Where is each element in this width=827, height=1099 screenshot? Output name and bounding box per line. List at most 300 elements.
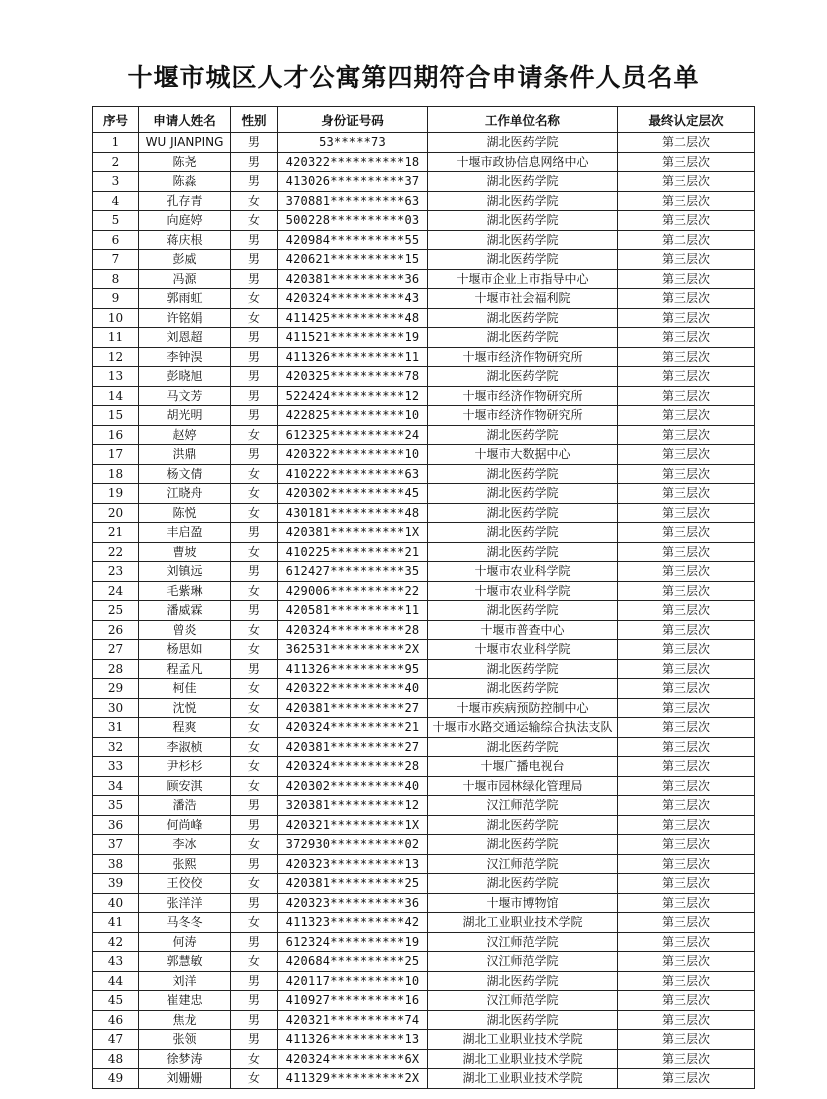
cell-level: 第三层次: [618, 269, 755, 289]
cell-level: 第三层次: [618, 581, 755, 601]
header-index: 序号: [93, 107, 139, 133]
cell-gender: 男: [231, 893, 278, 913]
cell-gender: 男: [231, 562, 278, 582]
cell-index: 14: [93, 386, 139, 406]
cell-name: WU JIANPING: [139, 133, 231, 153]
cell-index: 21: [93, 523, 139, 543]
header-name: 申请人姓名: [139, 107, 231, 133]
cell-level: 第三层次: [618, 854, 755, 874]
table-row: [93, 913, 755, 933]
cell-gender: 男: [231, 347, 278, 367]
cell-level: 第三层次: [618, 406, 755, 426]
cell-id-number: 410222**********63: [278, 464, 428, 484]
header-employer: 工作单位名称: [428, 107, 618, 133]
cell-index: 12: [93, 347, 139, 367]
cell-gender: 女: [231, 1069, 278, 1089]
table-row: [93, 620, 755, 640]
cell-id-number: 411323**********42: [278, 913, 428, 933]
cell-id-number: 612427**********35: [278, 562, 428, 582]
cell-level: 第三层次: [618, 718, 755, 738]
cell-employer: 十堰市经济作物研究所: [428, 386, 618, 406]
cell-gender: 女: [231, 640, 278, 660]
cell-level: 第三层次: [618, 172, 755, 192]
cell-level: 第三层次: [618, 913, 755, 933]
cell-name: 刘姗姗: [139, 1069, 231, 1089]
cell-index: 24: [93, 581, 139, 601]
cell-level: 第三层次: [618, 698, 755, 718]
cell-level: 第三层次: [618, 601, 755, 621]
cell-index: 35: [93, 796, 139, 816]
table-row: [93, 991, 755, 1011]
cell-name: 张领: [139, 1030, 231, 1050]
cell-level: 第三层次: [618, 386, 755, 406]
table-row: [93, 815, 755, 835]
table-row: [93, 581, 755, 601]
table-row: [93, 308, 755, 328]
page-title: 十堰市城区人才公寓第四期符合申请条件人员名单: [127, 63, 700, 92]
cell-level: 第三层次: [618, 484, 755, 504]
cell-employer: 十堰广播电视台: [428, 757, 618, 777]
cell-employer: 十堰市社会福利院: [428, 289, 618, 309]
cell-id-number: 411521**********19: [278, 328, 428, 348]
cell-gender: 女: [231, 425, 278, 445]
cell-level: 第三层次: [618, 152, 755, 172]
cell-name: 马冬冬: [139, 913, 231, 933]
cell-employer: 汉江师范学院: [428, 991, 618, 1011]
cell-name: 潘浩: [139, 796, 231, 816]
cell-index: 16: [93, 425, 139, 445]
table-row: [93, 932, 755, 952]
cell-id-number: 420381**********27: [278, 737, 428, 757]
cell-employer: 十堰市政协信息网络中心: [428, 152, 618, 172]
cell-index: 25: [93, 601, 139, 621]
cell-index: 26: [93, 620, 139, 640]
cell-id-number: 420324**********21: [278, 718, 428, 738]
table-row: [93, 893, 755, 913]
cell-level: 第三层次: [618, 640, 755, 660]
cell-id-number: 420324**********43: [278, 289, 428, 309]
table-row: [93, 503, 755, 523]
cell-index: 17: [93, 445, 139, 465]
cell-employer: 湖北医药学院: [428, 523, 618, 543]
cell-id-number: 420984**********55: [278, 230, 428, 250]
cell-level: 第二层次: [618, 133, 755, 153]
header-id-number: 身份证号码: [278, 107, 428, 133]
cell-id-number: 420324**********28: [278, 757, 428, 777]
cell-name: 曾炎: [139, 620, 231, 640]
cell-name: 陈悦: [139, 503, 231, 523]
cell-id-number: 420381**********1X: [278, 523, 428, 543]
cell-employer: 汉江师范学院: [428, 932, 618, 952]
table-row: [93, 640, 755, 660]
table-row: [93, 133, 755, 153]
table-row: [93, 230, 755, 250]
table-row: [93, 562, 755, 582]
cell-employer: 湖北医药学院: [428, 659, 618, 679]
cell-gender: 男: [231, 269, 278, 289]
cell-employer: 湖北医药学院: [428, 250, 618, 270]
cell-index: 38: [93, 854, 139, 874]
cell-employer: 湖北医药学院: [428, 211, 618, 231]
cell-level: 第三层次: [618, 1010, 755, 1030]
applicant-table: [92, 106, 755, 1089]
cell-employer: 十堰市疾病预防控制中心: [428, 698, 618, 718]
cell-level: 第三层次: [618, 523, 755, 543]
cell-id-number: 420581**********11: [278, 601, 428, 621]
cell-name: 崔建忠: [139, 991, 231, 1011]
cell-id-number: 420324**********28: [278, 620, 428, 640]
cell-name: 何涛: [139, 932, 231, 952]
cell-id-number: 411326**********95: [278, 659, 428, 679]
cell-gender: 男: [231, 854, 278, 874]
cell-gender: 女: [231, 503, 278, 523]
table-row: [93, 386, 755, 406]
cell-name: 刘镇远: [139, 562, 231, 582]
cell-level: 第三层次: [618, 776, 755, 796]
cell-gender: 男: [231, 152, 278, 172]
cell-name: 向庭婷: [139, 211, 231, 231]
cell-gender: 男: [231, 991, 278, 1011]
cell-employer: 十堰市经济作物研究所: [428, 406, 618, 426]
cell-id-number: 420321**********1X: [278, 815, 428, 835]
cell-gender: 女: [231, 484, 278, 504]
cell-id-number: 420381**********36: [278, 269, 428, 289]
cell-index: 19: [93, 484, 139, 504]
cell-employer: 湖北医药学院: [428, 601, 618, 621]
cell-employer: 湖北医药学院: [428, 464, 618, 484]
cell-id-number: 420302**********45: [278, 484, 428, 504]
cell-id-number: 500228**********03: [278, 211, 428, 231]
cell-level: 第三层次: [618, 425, 755, 445]
cell-level: 第三层次: [618, 1049, 755, 1069]
cell-gender: 女: [231, 835, 278, 855]
cell-name: 蒋庆根: [139, 230, 231, 250]
cell-id-number: 612324**********19: [278, 932, 428, 952]
cell-level: 第三层次: [618, 211, 755, 231]
table-row: [93, 211, 755, 231]
cell-level: 第三层次: [618, 737, 755, 757]
cell-id-number: 420321**********74: [278, 1010, 428, 1030]
cell-gender: 女: [231, 679, 278, 699]
cell-gender: 男: [231, 815, 278, 835]
cell-name: 彭威: [139, 250, 231, 270]
cell-gender: 男: [231, 523, 278, 543]
cell-id-number: 612325**********24: [278, 425, 428, 445]
cell-gender: 男: [231, 1030, 278, 1050]
cell-employer: 十堰市企业上市指导中心: [428, 269, 618, 289]
cell-index: 18: [93, 464, 139, 484]
cell-name: 刘洋: [139, 971, 231, 991]
cell-id-number: 429006**********22: [278, 581, 428, 601]
cell-index: 13: [93, 367, 139, 387]
cell-gender: 男: [231, 328, 278, 348]
cell-name: 刘恩超: [139, 328, 231, 348]
cell-employer: 十堰市经济作物研究所: [428, 347, 618, 367]
cell-index: 40: [93, 893, 139, 913]
header-gender: 性别: [231, 107, 278, 133]
cell-gender: 男: [231, 659, 278, 679]
cell-gender: 男: [231, 1010, 278, 1030]
cell-level: 第三层次: [618, 367, 755, 387]
cell-gender: 女: [231, 308, 278, 328]
cell-name: 李钟淏: [139, 347, 231, 367]
cell-index: 28: [93, 659, 139, 679]
table-row: [93, 406, 755, 426]
cell-id-number: 420381**********27: [278, 698, 428, 718]
cell-id-number: 420302**********40: [278, 776, 428, 796]
cell-name: 李冰: [139, 835, 231, 855]
cell-employer: 湖北医药学院: [428, 191, 618, 211]
cell-gender: 男: [231, 932, 278, 952]
cell-id-number: 420322**********10: [278, 445, 428, 465]
cell-gender: 男: [231, 386, 278, 406]
cell-gender: 女: [231, 757, 278, 777]
cell-name: 江晓舟: [139, 484, 231, 504]
cell-name: 张洋洋: [139, 893, 231, 913]
cell-index: 6: [93, 230, 139, 250]
cell-employer: 湖北医药学院: [428, 230, 618, 250]
cell-level: 第三层次: [618, 1069, 755, 1089]
cell-gender: 男: [231, 796, 278, 816]
cell-gender: 女: [231, 191, 278, 211]
cell-name: 陈淼: [139, 172, 231, 192]
table-header-row: [93, 107, 755, 133]
cell-name: 程孟凡: [139, 659, 231, 679]
table-row: [93, 854, 755, 874]
cell-employer: 湖北医药学院: [428, 835, 618, 855]
cell-gender: 男: [231, 133, 278, 153]
cell-name: 彭晓旭: [139, 367, 231, 387]
cell-level: 第三层次: [618, 503, 755, 523]
cell-index: 10: [93, 308, 139, 328]
cell-name: 马文芳: [139, 386, 231, 406]
cell-gender: 女: [231, 776, 278, 796]
cell-employer: 十堰市农业科学院: [428, 581, 618, 601]
cell-level: 第二层次: [618, 230, 755, 250]
cell-index: 29: [93, 679, 139, 699]
cell-id-number: 53*****73: [278, 133, 428, 153]
cell-level: 第三层次: [618, 815, 755, 835]
table-row: [93, 367, 755, 387]
cell-level: 第三层次: [618, 1030, 755, 1050]
cell-index: 32: [93, 737, 139, 757]
cell-employer: 湖北工业职业技术学院: [428, 913, 618, 933]
cell-name: 曹坡: [139, 542, 231, 562]
table-row: [93, 523, 755, 543]
cell-employer: 湖北工业职业技术学院: [428, 1049, 618, 1069]
cell-index: 8: [93, 269, 139, 289]
cell-index: 20: [93, 503, 139, 523]
cell-gender: 女: [231, 620, 278, 640]
cell-gender: 女: [231, 874, 278, 894]
cell-employer: 湖北医药学院: [428, 308, 618, 328]
table-row: [93, 835, 755, 855]
cell-employer: 湖北医药学院: [428, 133, 618, 153]
cell-employer: 汉江师范学院: [428, 796, 618, 816]
cell-index: 2: [93, 152, 139, 172]
cell-name: 许铭娟: [139, 308, 231, 328]
cell-level: 第三层次: [618, 562, 755, 582]
cell-employer: 十堰市水路交通运输综合执法支队: [428, 718, 618, 738]
cell-name: 何尚峰: [139, 815, 231, 835]
cell-employer: 十堰市普查中心: [428, 620, 618, 640]
cell-gender: 女: [231, 952, 278, 972]
table-row: [93, 250, 755, 270]
cell-employer: 湖北医药学院: [428, 172, 618, 192]
cell-gender: 女: [231, 737, 278, 757]
cell-index: 44: [93, 971, 139, 991]
table-row: [93, 328, 755, 348]
cell-name: 焦龙: [139, 1010, 231, 1030]
cell-gender: 男: [231, 250, 278, 270]
cell-name: 郭雨虹: [139, 289, 231, 309]
cell-index: 15: [93, 406, 139, 426]
cell-id-number: 422825**********10: [278, 406, 428, 426]
cell-gender: 女: [231, 718, 278, 738]
cell-employer: 湖北医药学院: [428, 425, 618, 445]
cell-level: 第三层次: [618, 835, 755, 855]
table-row: [93, 718, 755, 738]
cell-index: 36: [93, 815, 139, 835]
cell-gender: 男: [231, 601, 278, 621]
cell-name: 胡光明: [139, 406, 231, 426]
cell-employer: 湖北工业职业技术学院: [428, 1069, 618, 1089]
cell-index: 3: [93, 172, 139, 192]
cell-gender: 女: [231, 913, 278, 933]
table-row: [93, 191, 755, 211]
cell-level: 第三层次: [618, 250, 755, 270]
cell-id-number: 411329**********2X: [278, 1069, 428, 1089]
cell-level: 第三层次: [618, 679, 755, 699]
cell-employer: 湖北医药学院: [428, 542, 618, 562]
cell-employer: 汉江师范学院: [428, 854, 618, 874]
cell-employer: 湖北医药学院: [428, 815, 618, 835]
cell-index: 22: [93, 542, 139, 562]
cell-level: 第三层次: [618, 191, 755, 211]
cell-name: 毛紫琳: [139, 581, 231, 601]
cell-name: 杨文倩: [139, 464, 231, 484]
cell-index: 41: [93, 913, 139, 933]
cell-index: 47: [93, 1030, 139, 1050]
cell-index: 5: [93, 211, 139, 231]
cell-id-number: 420323**********13: [278, 854, 428, 874]
table-row: [93, 874, 755, 894]
cell-id-number: 320381**********12: [278, 796, 428, 816]
cell-name: 柯佳: [139, 679, 231, 699]
cell-level: 第三层次: [618, 328, 755, 348]
table-row: [93, 757, 755, 777]
table-row: [93, 796, 755, 816]
cell-employer: 十堰市农业科学院: [428, 640, 618, 660]
cell-level: 第三层次: [618, 971, 755, 991]
cell-name: 王佼佼: [139, 874, 231, 894]
cell-name: 张熙: [139, 854, 231, 874]
table-body: [93, 133, 755, 1089]
table-row: [93, 289, 755, 309]
cell-id-number: 370881**********63: [278, 191, 428, 211]
cell-name: 李淑桢: [139, 737, 231, 757]
cell-gender: 男: [231, 230, 278, 250]
cell-gender: 女: [231, 581, 278, 601]
cell-index: 7: [93, 250, 139, 270]
cell-index: 27: [93, 640, 139, 660]
cell-id-number: 362531**********2X: [278, 640, 428, 660]
cell-employer: 十堰市博物馆: [428, 893, 618, 913]
table-row: [93, 347, 755, 367]
cell-id-number: 420621**********15: [278, 250, 428, 270]
header-level: 最终认定层次: [618, 107, 755, 133]
cell-gender: 女: [231, 211, 278, 231]
cell-index: 9: [93, 289, 139, 309]
cell-name: 洪鼎: [139, 445, 231, 465]
cell-employer: 湖北医药学院: [428, 484, 618, 504]
cell-index: 4: [93, 191, 139, 211]
cell-level: 第三层次: [618, 289, 755, 309]
cell-employer: 湖北工业职业技术学院: [428, 1030, 618, 1050]
table-row: [93, 152, 755, 172]
cell-gender: 女: [231, 1049, 278, 1069]
cell-employer: 湖北医药学院: [428, 1010, 618, 1030]
cell-id-number: 430181**********48: [278, 503, 428, 523]
cell-level: 第三层次: [618, 542, 755, 562]
cell-level: 第三层次: [618, 893, 755, 913]
table-row: [93, 542, 755, 562]
cell-level: 第三层次: [618, 991, 755, 1011]
table-row: [93, 1049, 755, 1069]
cell-gender: 男: [231, 445, 278, 465]
cell-name: 程爽: [139, 718, 231, 738]
cell-name: 沈悦: [139, 698, 231, 718]
cell-index: 45: [93, 991, 139, 1011]
cell-id-number: 420117**********10: [278, 971, 428, 991]
cell-name: 丰启盈: [139, 523, 231, 543]
cell-level: 第三层次: [618, 308, 755, 328]
cell-index: 31: [93, 718, 139, 738]
cell-employer: 十堰市农业科学院: [428, 562, 618, 582]
cell-gender: 女: [231, 289, 278, 309]
cell-id-number: 372930**********02: [278, 835, 428, 855]
cell-id-number: 420323**********36: [278, 893, 428, 913]
cell-id-number: 413026**********37: [278, 172, 428, 192]
cell-name: 徐梦涛: [139, 1049, 231, 1069]
cell-id-number: 420684**********25: [278, 952, 428, 972]
cell-name: 郭慧敏: [139, 952, 231, 972]
cell-name: 杨思如: [139, 640, 231, 660]
table-row: [93, 698, 755, 718]
cell-name: 顾安淇: [139, 776, 231, 796]
table-row: [93, 1069, 755, 1089]
table-row: [93, 971, 755, 991]
cell-name: 潘威霖: [139, 601, 231, 621]
cell-employer: 湖北医药学院: [428, 679, 618, 699]
cell-gender: 女: [231, 698, 278, 718]
cell-employer: 十堰市园林绿化管理局: [428, 776, 618, 796]
cell-index: 11: [93, 328, 139, 348]
table-row: [93, 172, 755, 192]
cell-name: 陈尧: [139, 152, 231, 172]
cell-index: 34: [93, 776, 139, 796]
cell-employer: 湖北医药学院: [428, 328, 618, 348]
table-row: [93, 776, 755, 796]
cell-gender: 男: [231, 172, 278, 192]
table-row: [93, 601, 755, 621]
table-row: [93, 484, 755, 504]
cell-id-number: 420322**********40: [278, 679, 428, 699]
cell-id-number: 420324**********6X: [278, 1049, 428, 1069]
cell-gender: 女: [231, 542, 278, 562]
cell-gender: 女: [231, 464, 278, 484]
cell-employer: 汉江师范学院: [428, 952, 618, 972]
